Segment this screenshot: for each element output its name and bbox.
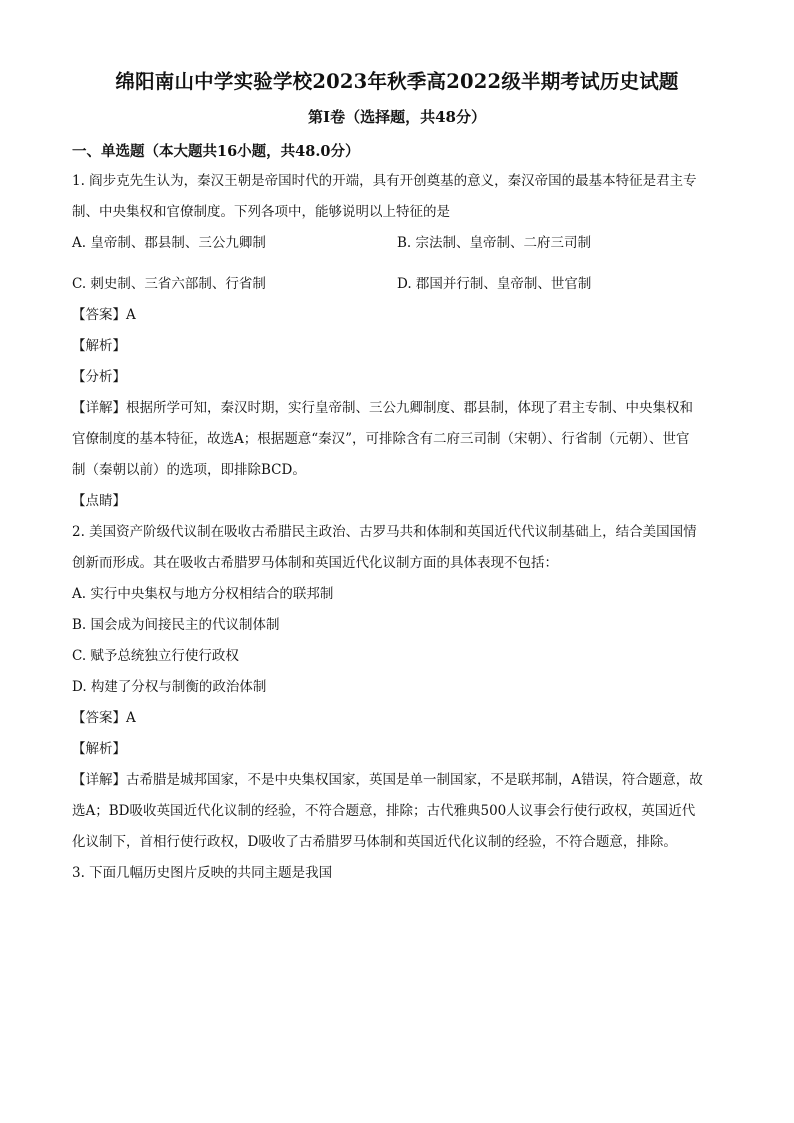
question-2-detail-line-3: 化议制下，首相行使行政权，D吸收了古希腊罗马体制和英国近代化议制的经验，不符合题意，排除。 xyxy=(72,834,677,850)
exam-content xyxy=(72,138,722,889)
question-2-analysis-label: 【解析】 xyxy=(72,741,126,757)
question-2-detail-line-2: 选A；BD吸收英国近代化议制的经验，不符合题意，排除；古代雅典500人议事会行使行政权，英国近代 xyxy=(72,803,696,819)
question-1-answer: 【答案】A xyxy=(72,307,136,323)
question-1-detail-line-1: 【详解】根据所学可知，秦汉时期，实行皇帝制、三公九卿制度、郡县制，体现了君主专制、中央集权和 xyxy=(72,400,693,416)
question-1-detail-line-3: 制（秦朝以前）的选项，即排除BCD。 xyxy=(72,462,306,478)
exam-title: 绵阳南山中学实验学校2023年秋季高2022级半期考试历史试题 xyxy=(115,70,679,93)
question-1-stem-line-1: 1. 阎步克先生认为，秦汉王朝是帝国时代的开端，具有开创奠基的意义，秦汉帝国的最基本特征是君主专 xyxy=(72,173,697,189)
question-2-answer: 【答案】A xyxy=(72,710,136,726)
question-1-options-row-2 xyxy=(72,269,722,300)
question-1-dianjing-label: 【点睛】 xyxy=(72,493,126,509)
question-2-option-c: C. 赋予总统独立行使行政权 xyxy=(72,648,239,664)
exam-subtitle: 第Ⅰ卷（选择题，共48分） xyxy=(308,108,486,126)
question-1-option-c: C. 刺史制、三省六部制、行省制 xyxy=(72,276,266,292)
question-2-option-d: D. 构建了分权与制衡的政治体制 xyxy=(72,679,267,695)
question-1-options-row-1 xyxy=(72,228,722,259)
question-2-stem-line-2: 创新而形成。其在吸收古希腊罗马体制和英国近代化议制方面的具体表现不包括： xyxy=(72,555,558,571)
question-1-detail-line-2: 官僚制度的基本特征，故选A；根据题意“秦汉”，可排除含有二府三司制（宋朝）、行省制（元朝）、世官 xyxy=(72,431,690,447)
question-1-stem-line-2: 制、中央集权和官僚制度。下列各项中，能够说明以上特征的是 xyxy=(72,204,450,220)
question-1-fenxi-label: 【分析】 xyxy=(72,369,126,385)
question-2-option-a: A. 实行中央集权与地方分权相结合的联邦制 xyxy=(72,586,334,602)
question-1-analysis-label: 【解析】 xyxy=(72,338,126,354)
question-1 xyxy=(72,166,722,517)
question-1-option-a: A. 皇帝制、郡县制、三公九卿制 xyxy=(72,235,266,251)
section-heading: 一、单选题（本大题共16小题，共48.0分） xyxy=(72,143,360,160)
question-1-option-b: B. 宗法制、皇帝制、二府三司制 xyxy=(397,235,592,251)
question-2-stem-line-1: 2. 美国资产阶级代议制在吸收古希腊民主政治、古罗马共和体制和英国近代代议制基础上，结合美国国情 xyxy=(72,524,697,540)
question-2-option-b: B. 国会成为间接民主的代议制体制 xyxy=(72,617,280,633)
question-3 xyxy=(72,858,722,889)
question-2 xyxy=(72,517,722,858)
question-3-stem: 3. 下面几幅历史图片反映的共同主题是我国 xyxy=(72,865,333,881)
question-1-option-d: D. 郡国并行制、皇帝制、世官制 xyxy=(397,276,592,292)
question-2-detail-line-1: 【详解】古希腊是城邦国家，不是中央集权国家，英国是单一制国家，不是联邦制，A错误，符合题意，故 xyxy=(72,772,703,788)
